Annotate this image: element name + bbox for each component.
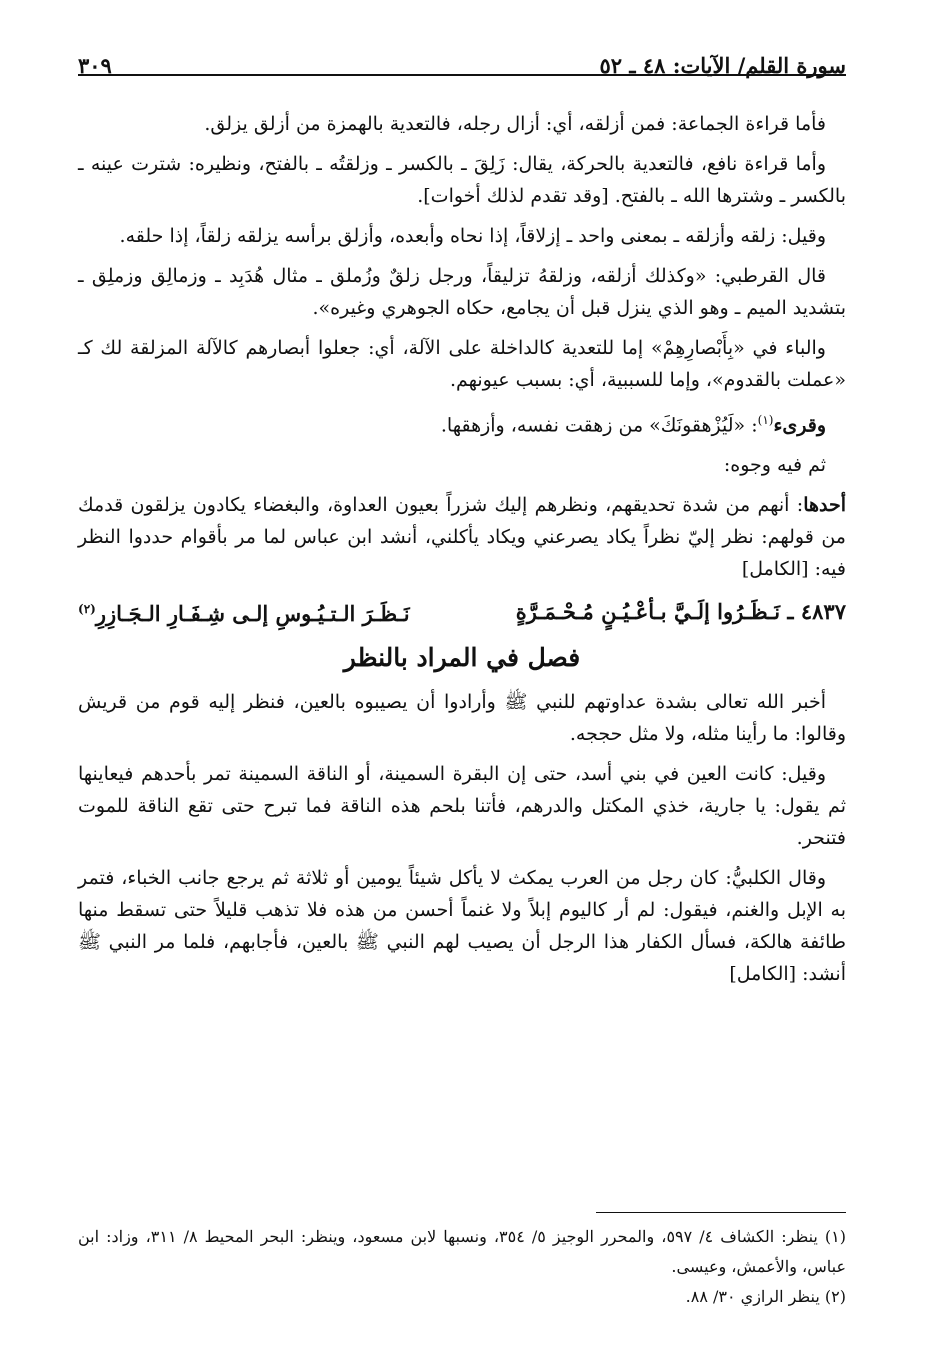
hemistich-1: نَـظَـرُوا إلَـيَّ بـأعْـيُـنٍ مُـحْـمَـرَّةٍ xyxy=(515,598,781,624)
poem-verse xyxy=(78,593,846,630)
header-rule xyxy=(78,74,846,76)
wujuh-intro: ثم فيه وجوه: xyxy=(723,454,826,477)
main-text xyxy=(78,108,846,998)
first-view-text: : أنهم من شدة تحديقهم، ونظرهم إليك شزراً بعيون العداوة، والبغضاء يكادون يزلقون قدمك من قولهم: نظر إليّ نظراً يكاد يصرعني ويكاد يأكلني، أنشد ابن عباس لما مر بأقوام حددوا النظر فيه: [الكامل] xyxy=(78,494,846,581)
footnote-2: (٢) ينظر الرازي ٣٠/ ٨٨. xyxy=(685,1287,846,1306)
footnote-ref-1: (١) xyxy=(757,413,774,427)
qiraa-paragraph xyxy=(78,404,846,441)
poem-second-hemistich xyxy=(78,593,410,630)
first-view-paragraph xyxy=(78,489,846,585)
running-header xyxy=(78,38,846,78)
page-number: ٣٠٩ xyxy=(78,53,112,78)
qiraa-label: وقرىء xyxy=(773,414,826,437)
section-title: فصل في المراد بالنظر xyxy=(343,643,581,673)
footnotes xyxy=(78,1222,846,1312)
hemistich-2: نَـظَـرَ الـتـيُـوسِ إلـى شِـفَـارِ الـجَـازِرِ xyxy=(95,601,410,627)
surah-title: سورة القلم/ الآيات: ٤٨ ـ ٥٢ xyxy=(599,53,846,78)
poem-first-hemistich xyxy=(516,596,846,628)
paragraph: فأما قراءة الجماعة: فمن أزلقه، أي: أزال رجله، فالتعدية بالهمزة من أزلق يزلق. xyxy=(204,113,826,135)
paragraph: وأما قراءة نافع، فالتعدية بالحركة، يقال: زَلِقَ ـ بالكسر ـ وزلقتُه ـ بالفتح، ونظيره: شترت عينه ـ بالكسر ـ وشترها الله ـ بالفتح. [وقد تقدم لذلك أخوات]. xyxy=(78,153,846,207)
footnote-rule xyxy=(596,1212,846,1213)
paragraph: قال القرطبي: «وكذلك أزلقه، وزلقهُ تزليقاً، ورجل زلقٌ وزُملق ـ مثال هُدَبِد ـ وزمالِق وزملِق ـ بتشديد الميم ـ وهو الذي ينزل قبل أن يجامع، حكاه الجوهري وغيره». xyxy=(78,265,846,319)
footnote-1: (١) ينظر: الكشاف ٤/ ٥٩٧، والمحرر الوجيز ٥/ ٣٥٤، ونسبها لابن مسعود، وينظر: البحر المحيط ٨/ ٣١١، وزاد: ابن عباس، والأعمش، وعيسى. xyxy=(78,1227,846,1276)
poem-number: ٤٨٣٧ ـ xyxy=(787,598,846,624)
paragraph: والباء في «بِأَبْصارِهِمْ» إما للتعدية كالداخلة على الآلة، أي: جعلوا أبصارهم كالآلة المزلقة لك كـ «عملت بالقدوم»، وإما للسببية، أي: بسبب عيونهم. xyxy=(78,337,846,391)
section-paragraph: وقال الكلبيُّ: كان رجل من العرب يمكث لا يأكل شيئاً يومين أو ثلاثة ثم يرجع جانب الخباء، فتمر به الإبل والغنم، فيقول: لم أر كاليوم إبلاً ولا غنماً أحسن من هذه فلا تذهب قليلاً حتى تسقط منها طائفة هالكة، فسأل الكفار هذا الرجل أن يصيب لهم النبي ﷺ بالعين، فأجابهم، فلما مر النبي ﷺ أنشد: [الكامل] xyxy=(78,867,846,986)
qiraa-text: : «لَيُزْهقونَكَ» من زهقت نفسه، وأزهقها. xyxy=(440,414,758,437)
section-paragraph: أخبر الله تعالى بشدة عداوتهم للنبي ﷺ وأرادوا أن يصيبوه بالعين، فنظر إليه قوم من قريش وقالوا: ما رأينا مثله، ولا مثل حججه. xyxy=(78,691,846,746)
section-paragraph: وقيل: كانت العين في بني أسد، حتى إن البقرة السمينة، أو الناقة السمينة تمر بأحدهم فيعاينها ثم يقول: يا جارية، خذي المكتل والدرهم، فأتنا بلحم هذه الناقة فما تبرح حتى تقع الناقة للموت فتنحر. xyxy=(78,763,846,850)
paragraph: وقيل: زلقه وأزلقه ـ بمعنى واحد ـ إزلاقاً، إذا نحاه وأبعده، وأزلق برأسه يزلقه زلقاً، إذا حلقه. xyxy=(119,225,826,247)
footnote-ref-2: (٢) xyxy=(78,602,96,617)
first-view-label: أحدها xyxy=(803,494,846,517)
